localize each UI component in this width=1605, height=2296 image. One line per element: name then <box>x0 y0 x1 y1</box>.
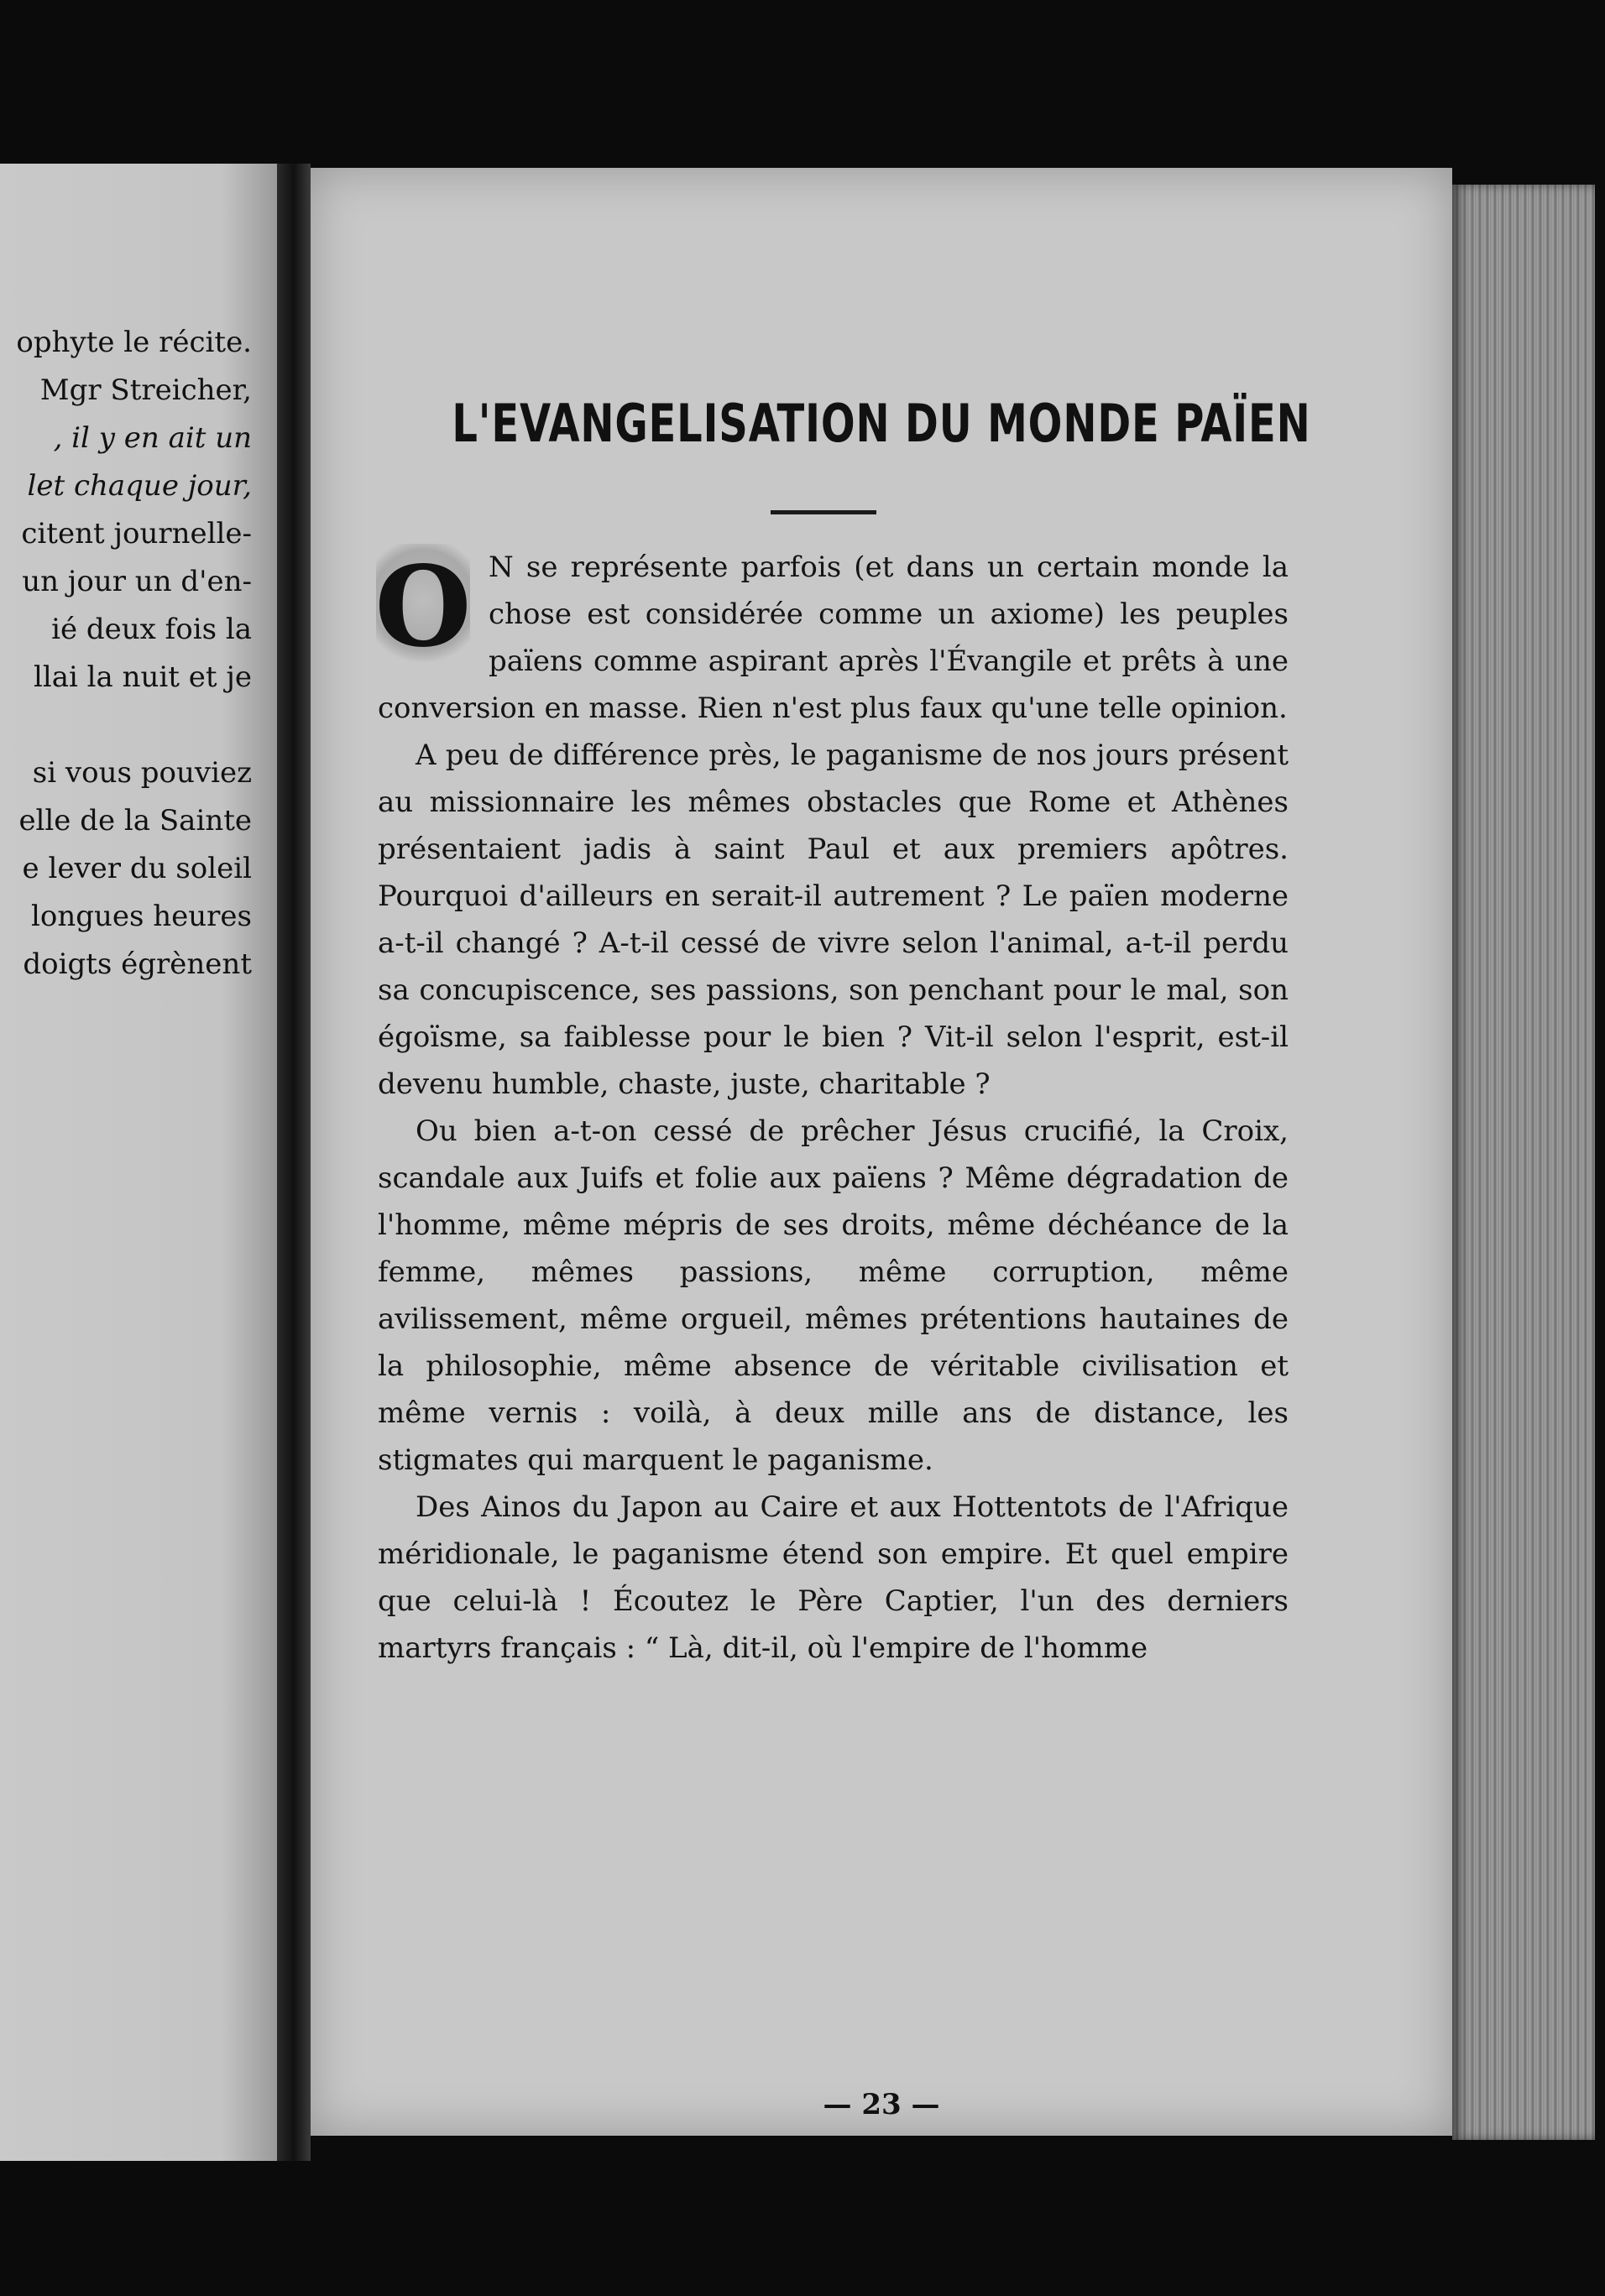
paragraph: Ou bien a-t-on cessé de prêcher Jésus crucifié, la Croix, scandale aux Juifs et folie aux païens ? Même dégradation de l'homme, même mépris de ses droits, même déchéance de la femme, mêmes passions, même corruption, même avilissement, même orgueil, mêmes prétentions hautaines de la philosophie, même absence de véritable civilisation et même vernis : voilà, à deux mille ans de distance, les stigmates qui marquent le paganisme. <box>378 1114 1289 1477</box>
book-gutter <box>277 164 311 2161</box>
left-line: elle de la Sainte <box>18 804 252 838</box>
left-line: , il y en ait un <box>53 421 252 455</box>
left-line: longues heures <box>30 900 252 933</box>
left-line: let chaque jour, <box>27 469 252 503</box>
main-page <box>311 168 1452 2136</box>
page-edges <box>1452 185 1595 2140</box>
left-line: e lever du soleil <box>22 852 252 885</box>
left-line-gap <box>0 702 252 749</box>
previous-page <box>0 164 277 2161</box>
paragraph: Des Ainos du Japon au Caire et aux Hottentots de l'Afrique méridionale, le paganisme étend son empire. Et quel empire que celui-là ! Écoutez le Père Captier, l'un des derniers martyrs français : “ Là, dit-il, où l'empire de l'homme <box>378 1490 1289 1665</box>
left-line: si vous pouviez <box>32 756 252 790</box>
page-number: — 23 — <box>823 2088 940 2121</box>
body-text <box>374 541 1289 1672</box>
title-rule <box>771 510 876 514</box>
chapter-title: L'EVANGELISATION DU MONDE PAÏEN <box>452 393 1311 454</box>
drop-cap-initial: O <box>374 541 472 672</box>
left-line: ophyte le récite. <box>16 326 252 359</box>
left-line: Mgr Streicher, <box>39 373 252 407</box>
left-line: doigts égrènent <box>23 947 252 981</box>
left-line: un jour un d'en- <box>22 565 252 598</box>
left-line: llai la nuit et je <box>33 660 252 694</box>
left-line: citent journelle- <box>21 517 252 551</box>
paragraph: A peu de différence près, le paganisme de nos jours présent au missionnaire les mêmes obstacles que Rome et Athènes présentaient jadis à saint Paul et aux premiers apôtres. Pourquoi d'ailleurs en serait-il autrement ? Le païen moderne a-t-il changé ? A-t-il cessé de vivre selon l'animal, a-t-il perdu sa concupiscence, ses passions, son penchant pour le mal, son égoïsme, sa faiblesse pour le bien ? Vit-il selon l'esprit, est-il devenu humble, chaste, juste, charitable ? <box>378 738 1289 1101</box>
previous-page-text <box>0 319 252 989</box>
paragraph: N se représente parfois (et dans un certain monde la chose est considérée comme un axiome) les peuples païens comme aspirant après l'Évangile et prêts à une conversion en masse. Rien n'est plus faux qu'une telle opinion. <box>378 551 1289 725</box>
left-line: ié deux fois la <box>51 613 252 646</box>
